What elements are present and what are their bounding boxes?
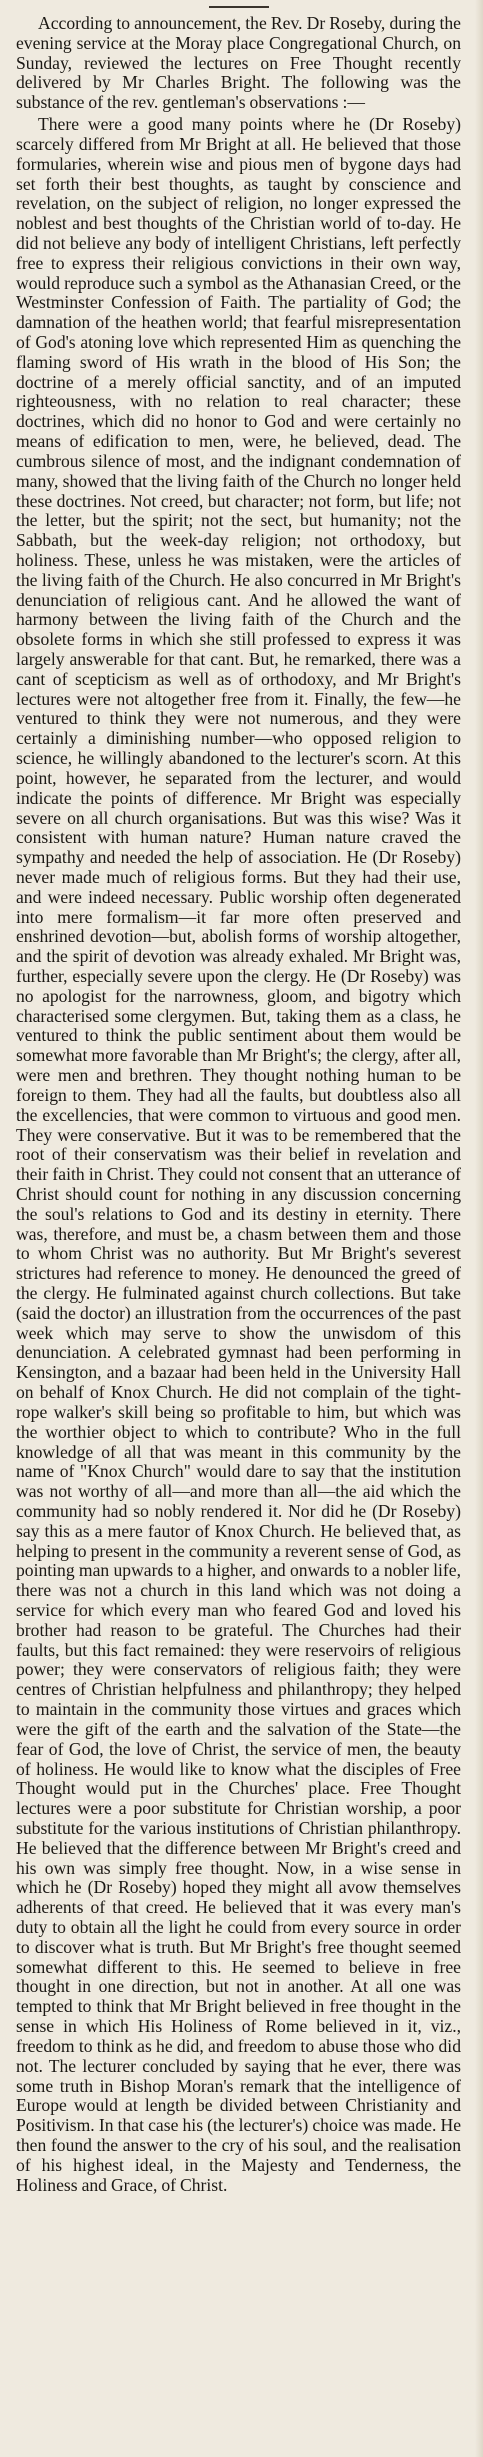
paper-edge-shadow (475, 0, 483, 2457)
article-body-paragraph: There were a good many points where he (Dr Roseby) scarcely differed from Mr Bright at all. He believed that those formularies, wherein wise and pious men of bygone days had set forth their best thoughts, as taught by conscience and revelation, on the subject of religion, no longer expressed the noblest and best thoughts of the Christian world of to-day. He did not believe any body of intelligent Christians, left perfectly free to express their religious convictions in their own way, would reproduce such a symbol as the Athanasian Creed, or the Westminster Confession of Faith. The partiality of God; the damnation of the heathen world; that fearful misrepresentation of God's atoning love which represented Him as quenching the flaming sword of His wrath in the blood of His Son; the doctrine of a merely official sanctity, and of an imputed righteousness, with no relation to real character; these doctrines, which did no honor to God and were certainly no means of edification to men, were, he believed, dead. The cumbrous silence of most, and the indignant condemnation of many, showed that the living faith of the Church no longer held these doctrines. Not creed, but character; not form, but life; not the letter, but the spirit; not the sect, but humanity; not the Sabbath, but the week-day religion; not orthodoxy, but holiness. These, unless he was mistaken, were the articles of the living faith of the Church. He also concurred in Mr Bright's denunciation of religious cant. And he allowed the want of harmony between the living faith of the Church and the obsolete forms in which she still professed to express it was largely answerable for that cant. But, he remarked, there was a cant of scepticism as well as of orthodoxy, and Mr Bright's lectures were not altogether free from it. Finally, the few—he ventured to think they were not numerous, and they were certainly a diminishing number—who opposed religion to science, he willingly abandoned to the lecturer's scorn. At this point, however, he separated from the lecturer, and would indicate the points of difference. Mr Bright was especially severe on all church organisations. But was this wise? Was it consistent with human nature? Human nature craved the sympathy and needed the help of association. He (Dr Roseby) never made much of religious forms. But they had their use, and were indeed necessary. Public worship often degenerated into mere formalism—it far more often preserved and enshrined devotion—but, abolish forms of worship altogether, and the spirit of devotion was already exhaled. Mr Bright was, further, especially severe upon the clergy. He (Dr Roseby) was no apologist for the narrowness, gloom, and bigotry which characterised some clergymen. But, taking them as a class, he ventured to think the public sentiment about them would be somewhat more favorable than Mr Bright's; the clergy, after all, were men and brethren. They thought nothing human to be foreign to them. They had all the faults, but doubtless also all the excellencies, that were common to virtuous and good men. They were conservative. But it was to be remembered that the root of their conservatism was their belief in revelation and their faith in Christ. They could not consent that an utterance of Christ should count for nothing in any discussion concerning the soul's relations to God and its destiny in eternity. There was, therefore, and must be, a chasm between them and those to whom Christ was no authority. But Mr Bright's severest strictures had reference to money. He denounced the greed of the clergy. He fulminated against church collections. But take (said the doctor) an illustration from the occurrences of the past week which may serve to show the unwisdom of this denunciation. A celebrated gymnast had been performing in Kensington, and a bazaar had been held in the University Hall on behalf of Knox Church. He did not complain of the tight-rope walker's skill being so profitable to him, but which was the worthier object to which to contribute? Who in the full knowledge of all that was meant in this community by the name of "Knox Church" would dare to say that the institution was not worthy of all—and more than all—the aid which the community had so nobly rendered it. Nor did he (Dr Roseby) say this as a mere fautor of Knox Church. He believed that, as helping to present in the community a reverent sense of God, as pointing man upwards to a higher, and onwards to a nobler life, there was not a church in this land which was not doing a service for which every man who feared God and loved his brother had reason to be grateful. The Churches had their faults, but this fact remained: they were reservoirs of religious power; they were conservators of religious faith; they were centres of Christian helpfulness and philanthropy; they helped to maintain in the community those virtues and graces which were the gift of the earth and the salvation of the State—the fear of God, the love of Christ, the service of men, the beauty of holiness. He would like to know what the disciples of Free Thought would put in the Churches' place. Free Thought lectures were a poor substitute for Christian worship, a poor substitute for the various institutions of Christian philanthropy. He believed that the difference between Mr Bright's creed and his own was simply free thought. Now, in a wise sense in which he (Dr Roseby) hoped they might all avow themselves adherents of that creed. He believed that it was every man's duty to obtain all the light he could from every source in order to discover what is truth. But Mr Bright's free thought seemed somewhat different to this. He seemed to believe in free thought in one direction, but not in another. At all one was tempted to think that Mr Bright believed in free thought in the sense in which His Holiness of Rome believed in it, viz., freedom to think as he did, and freedom to abuse those who did not. The lecturer concluded by saying that he ever, there was some truth in Bishop Moran's remark that the intelligence of Europe would at length be divided between Christianity and Positivism. In that case his (the lecturer's) choice was made. He then found the answer to the cry of his soul, and the realisation of his highest ideal, in the Majesty and Tenderness, the Holiness and Grace, of Christ. (16, 114, 461, 2195)
article-intro-paragraph: According to announcement, the Rev. Dr Roseby, during the evening service at the Moray place Congregational Church, on Sunday, reviewed the lectures on Free Thought recently delivered by Mr Charles Bright. The following was the substance of the rev. gentleman's observations :— (16, 13, 461, 113)
column-divider-rule (209, 6, 269, 8)
